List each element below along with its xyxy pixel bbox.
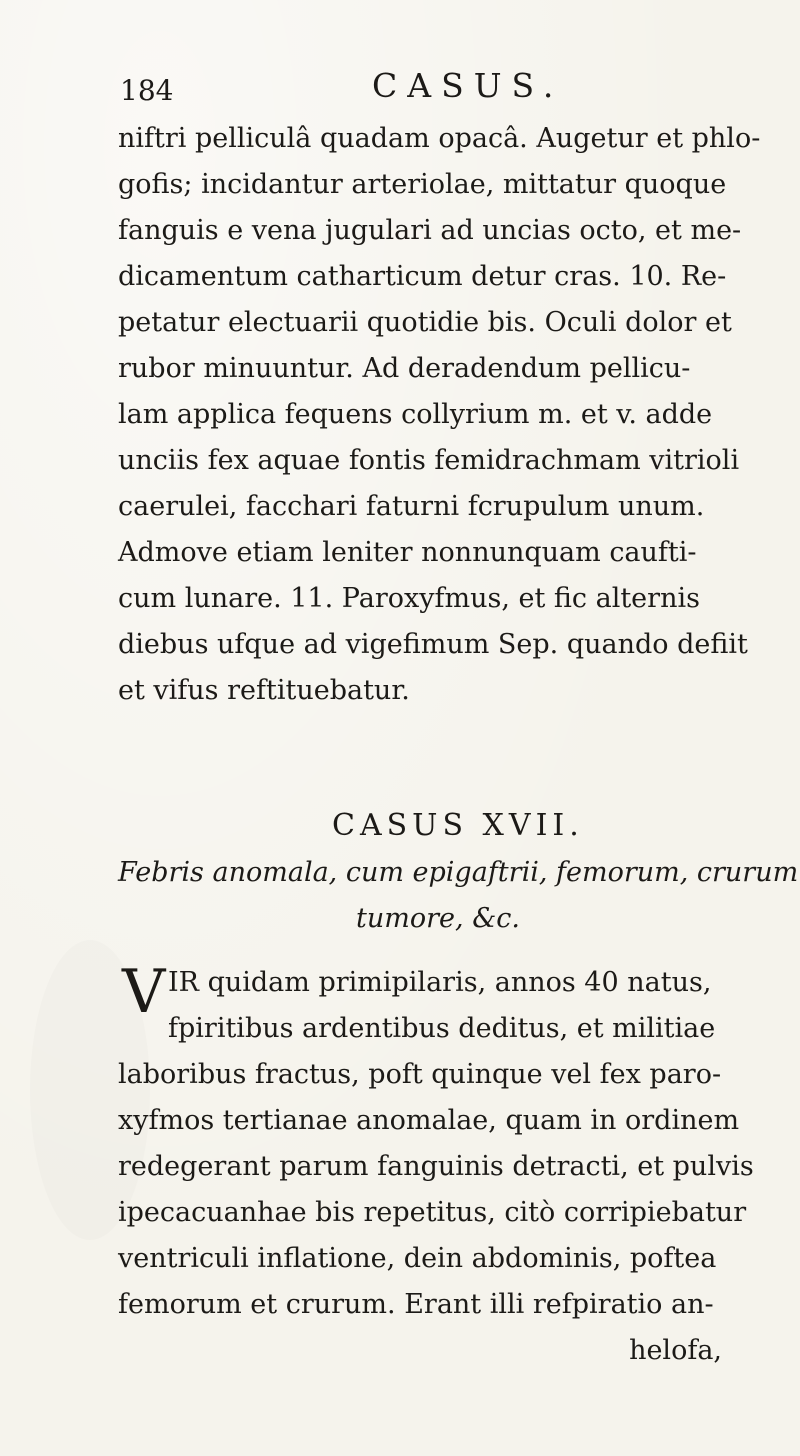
text-line: unciis fex aquae fontis femidrachmam vitrioli (118, 445, 740, 476)
running-head: CASUS. (372, 66, 564, 105)
text-line: caerulei, facchari faturni fcrupulum unum. (118, 491, 705, 522)
text-line: et vifus reftituebatur. (118, 675, 410, 706)
body-paragraph (118, 116, 761, 714)
catchword: helofa, (629, 1335, 722, 1366)
text-line: xyfmos tertianae anomalae, quam in ordinem (118, 1105, 740, 1136)
case-title: CASUS XVII. (332, 808, 584, 843)
text-line: laboribus fractus, poft quinque vel fex paro- (118, 1059, 722, 1090)
drop-cap: V (122, 957, 166, 1027)
text-line: petatur electuarii quotidie bis. Oculi dolor et (118, 307, 732, 338)
text-line: diebus ufque ad vigefimum Sep. quando defiit (118, 629, 748, 660)
page-number: 184 (120, 74, 174, 107)
text-line: redegerant parum fanguinis detracti, et pulvis (118, 1151, 754, 1182)
case-subtitle (118, 850, 799, 942)
text-line: niftri pelliculâ quadam opacâ. Augetur et phlo- (118, 123, 761, 154)
text-line: lam applica fequens collyrium m. et v. adde (118, 399, 713, 430)
text-line: IR quidam primipilaris, annos 40 natus, (168, 967, 712, 998)
text-line: femorum et crurum. Erant illi refpiratio an- (118, 1289, 714, 1320)
text-line: ventriculi inflatione, dein abdominis, poftea (118, 1243, 717, 1274)
subtitle-line: tumore, &c. (356, 903, 520, 934)
text-line: ipecacuanhae bis repetitus, citò corripiebatur (118, 1197, 747, 1228)
text-line: gofis; incidantur arteriolae, mittatur quoque (118, 169, 727, 200)
text-line: rubor minuuntur. Ad deradendum pellicu- (118, 353, 691, 384)
text-line: fanguis e vena jugulari ad uncias octo, et me- (118, 215, 742, 246)
text-line: Admove etiam leniter nonnunquam caufti- (118, 537, 697, 568)
case-paragraph (118, 957, 758, 1374)
text-line: cum lunare. 11. Paroxyfmus, et fic alternis (118, 583, 700, 614)
text-line: dicamentum catharticum detur cras. 10. Re- (118, 261, 727, 292)
text-line: fpiritibus ardentibus deditus, et militiae (168, 1013, 716, 1044)
page-header (120, 64, 740, 114)
subtitle-line: Febris anomala, cum epigaftrii, femorum, crurum (118, 857, 799, 888)
